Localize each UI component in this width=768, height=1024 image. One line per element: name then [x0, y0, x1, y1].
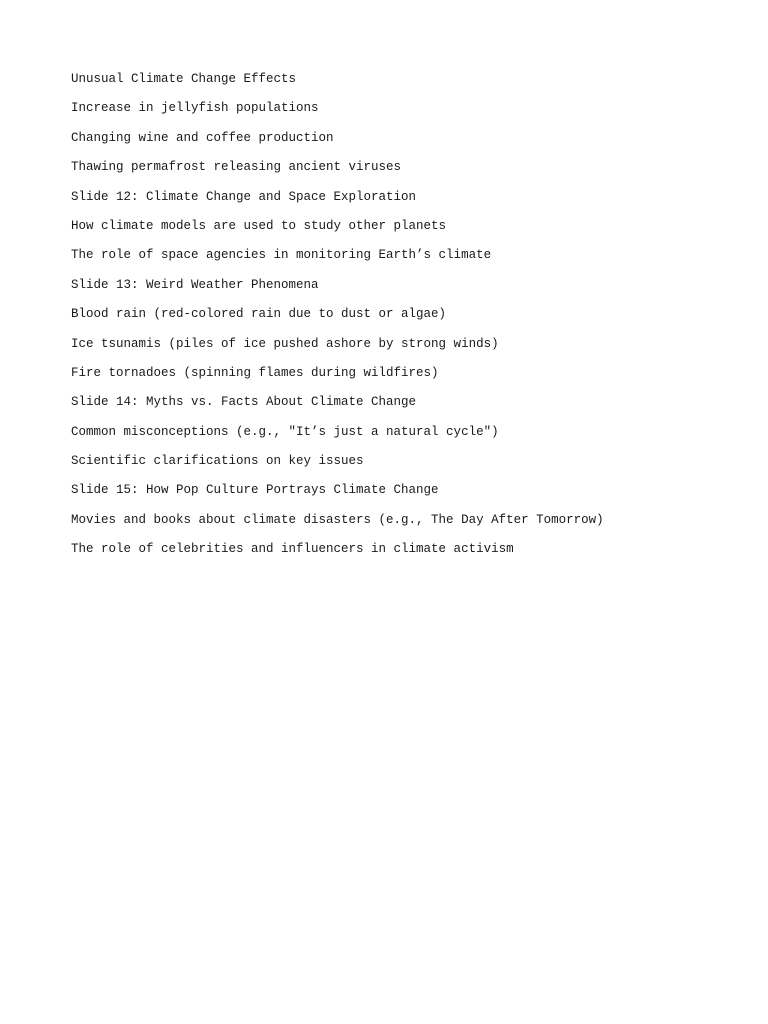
text-line: Movies and books about climate disasters (e.g., The Day After Tomorrow) [71, 512, 604, 527]
text-line: Scientific clarifications on key issues [71, 454, 364, 469]
slide-15-heading: Slide 15: How Pop Culture Portrays Climate Change [71, 483, 439, 498]
document-body [71, 71, 731, 571]
slide-12-heading: Slide 12: Climate Change and Space Exploration [71, 189, 417, 204]
heading-unusual-climate-change-effects: Unusual Climate Change Effects [71, 72, 297, 86]
slide-13-heading: Slide 13: Weird Weather Phenomena [71, 277, 319, 292]
text-line: Common misconceptions (e.g., "It’s just a natural cycle") [71, 424, 499, 439]
text-line: The role of celebrities and influencers in climate activism [71, 542, 514, 557]
text-line: Increase in jellyfish populations [71, 101, 319, 116]
text-line: Thawing permafrost releasing ancient viruses [71, 160, 402, 175]
text-line: Blood rain (red-colored rain due to dust or algae) [71, 307, 447, 322]
text-line: Changing wine and coffee production [71, 130, 334, 145]
text-line: Fire tornadoes (spinning flames during wildfires) [71, 365, 439, 380]
slide-14-heading: Slide 14: Myths vs. Facts About Climate Change [71, 395, 417, 410]
text-line: Ice tsunamis (piles of ice pushed ashore by strong winds) [71, 336, 499, 351]
text-line: The role of space agencies in monitoring Earth’s climate [71, 248, 492, 263]
text-line: How climate models are used to study other planets [71, 218, 447, 233]
